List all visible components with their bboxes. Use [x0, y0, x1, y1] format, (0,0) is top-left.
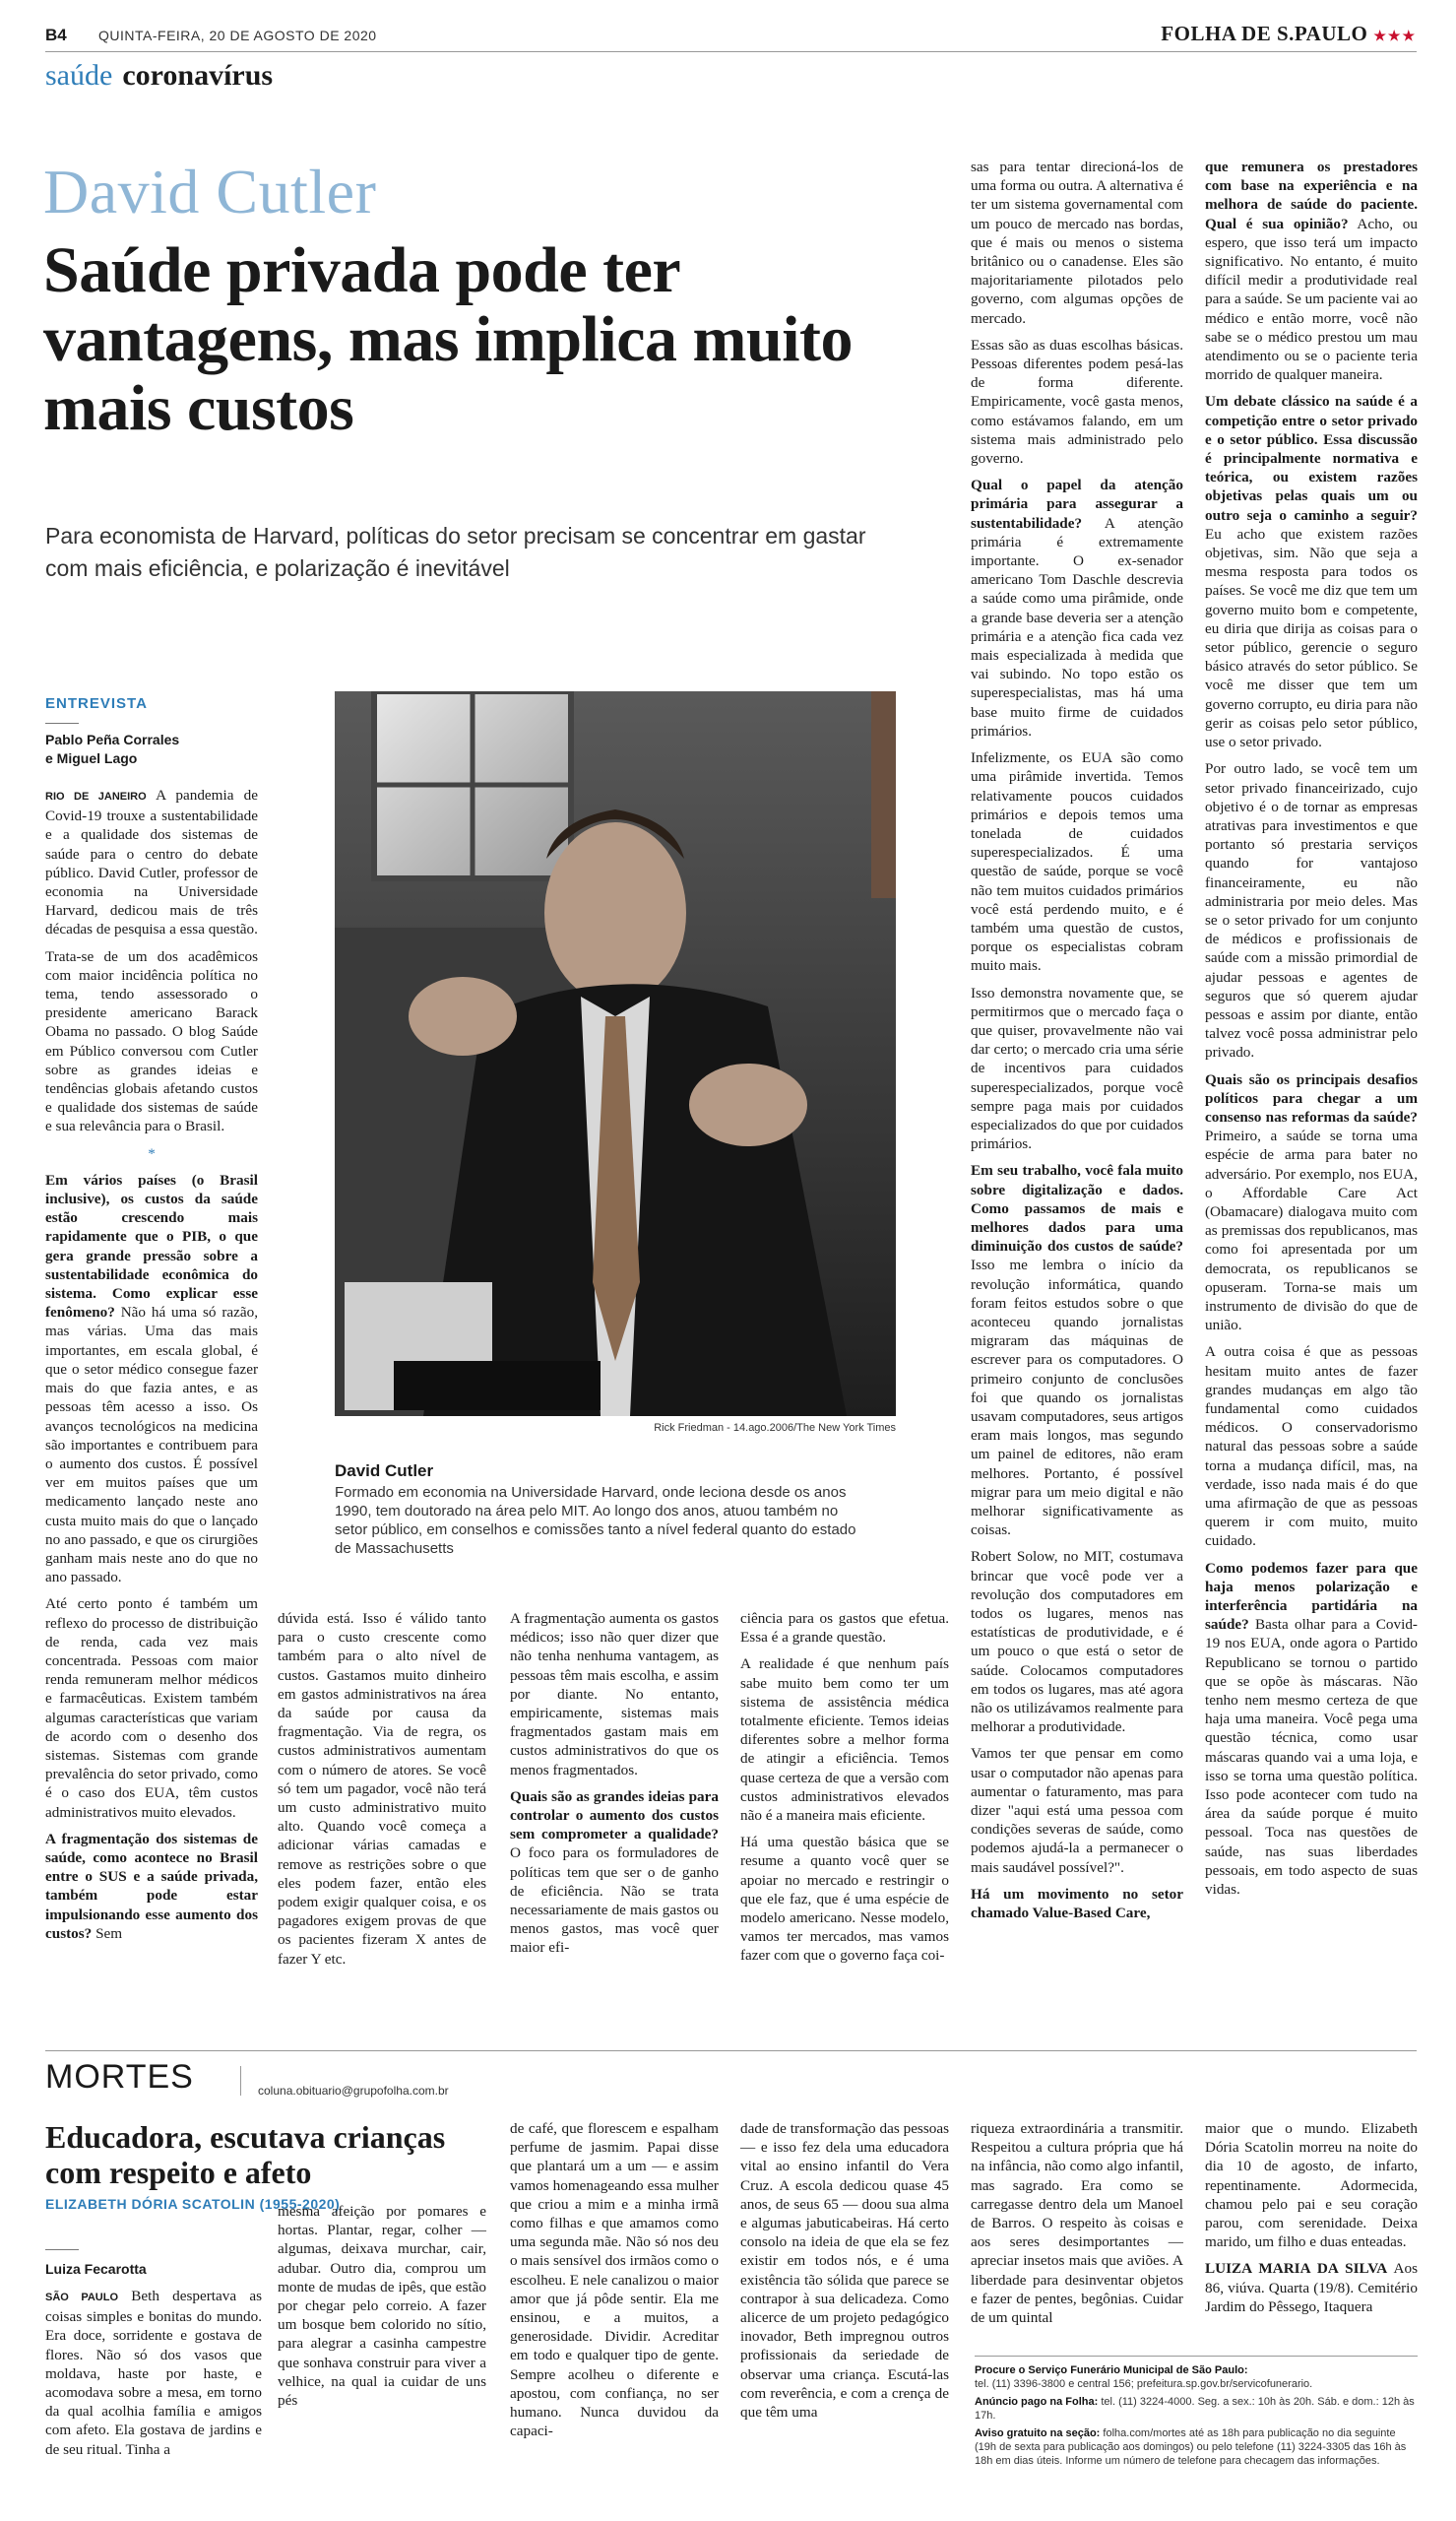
article-paragraph: Há uma questão básica que se resume a quanto você quer se apoiar no mercado e restringir o que ele faz, que é uma espécie de modelo americano. Nesse modelo, vamos ter mercados, mas vamos fazer com que o governo faça coi-	[740, 1834, 949, 1965]
article-column-6	[1205, 158, 1418, 1907]
article-paragraph: Vamos ter que pensar em como usar o computador não apenas para aumentar o faturamento, mas para dizer "aqui está uma pessoa com condições severas de saúde, como podemos ajudá-la a permanecer o mais saudável possível?".	[971, 1745, 1183, 1876]
interviewee-name: David Cutler	[43, 157, 377, 226]
article-paragraph: sas para tentar direcioná-los de uma forma ou outra. A alternativa é ter um sistema governamental com um pouco de mercado nas bordas, que é mais ou menos o sistema britânico ou o canadense. Eles são majoritariamente pilotados pelo governo, com algumas opções de mercado.	[971, 159, 1183, 327]
obituary-paragraph: dade de transformação das pessoas — e isso fez dela uma educadora vital ao ensino infantil do Vera Cruz. A escola dedicou quase 45 anos, de seus 65 — doou sua alma e algumas jabuticabeiras. Há certo consolo na ideia de que ela se fez existir em todos nós, e é uma existência tão sólida que parece se contrapor à sua delicadeza. Como alicerce de um projeto pedagógico inovador, Beth impregnou outros profissionais da seriedade de observar uma criança. Escutá-las com reverência, e com a crença de que têm uma	[740, 2120, 949, 2422]
obituary-byline: Luiza Fecarotta	[45, 2261, 147, 2277]
footer-rule	[975, 2356, 1418, 2357]
byline-author-1: Pablo Peña Corrales	[45, 732, 180, 747]
subsection-name: coronavírus	[122, 59, 274, 92]
photo-illustration	[335, 691, 896, 1416]
headline: Saúde privada pode ter vantagens, mas implica muito mais custos	[43, 234, 854, 444]
byline	[45, 731, 262, 768]
mortes-section-title: MORTES	[45, 2058, 194, 2096]
article-paragraph: Essas são as duas escolhas básicas. Pessoas diferentes podem pesá-las de forma diferente. Empiricamente, você gasta menos, como estávamos falando, em um sistema mais administrado pelo governo.	[971, 336, 1183, 468]
obituary-column-2	[278, 2202, 486, 2418]
mortes-divider	[240, 2066, 241, 2096]
obituary-headline: Educadora, escutava crianças com respeito e afeto	[45, 2119, 446, 2190]
funeral-info-box	[975, 2363, 1418, 2468]
dateline: SÃO PAULO	[45, 2292, 119, 2303]
article-column-4	[740, 1609, 949, 1973]
article-paragraph: Trata-se de um dos acadêmicos com maior incidência política no tema, tendo assessorado o presidente americano Barack Obama no passado. O blog Saúde em Público conversou com Cutler sobre as grandes ideias e tendências globais afetando custos e qualidade dos sistemas de saúde e sua relevância para o Brasil.	[45, 947, 258, 1135]
footer-text: folha.com/mortes até as 18h para publicação no dia seguinte (19h de sexta para publicação aos domingos) ou pelo telefone (11) 3224-3305 das 16h às 18h em dias úteis. Informe um número de telefone para checagem das informações.	[975, 2427, 1407, 2467]
obituary-column-5	[971, 2119, 1183, 2335]
header-rule	[45, 51, 1417, 52]
section-separator: *	[148, 1144, 156, 1162]
obituary-paragraph: riqueza extraordinária a transmitir. Respeitou a cultura própria que há na infância, não como algo infantil, mas sagrado. Era como se carregasse dentro dela um Manoel de Barros. O respeito às coisas e aos seres desimportantes — apreciar insetos mais que aviões. A liberdade para desinventar objetos e fazer de pentes, begônias. Cuidar de um quintal	[971, 2120, 1183, 2327]
deck: Para economista de Harvard, políticas do setor precisam se concentrar em gastar com mais eficiência, e polarização é inevitável	[45, 523, 866, 581]
byline-rule	[45, 723, 79, 724]
question: que remunera os prestadores com base na experiência e na melhora de saúde do paciente. Qual é sua opinião?	[1205, 159, 1418, 232]
mortes-rule	[45, 2050, 1417, 2051]
obituary-column-4	[740, 2119, 949, 2429]
obituary-byline-rule	[45, 2249, 79, 2250]
answer: Sem	[95, 1924, 123, 1942]
question: Há um movimento no setor chamado Value-Based Care,	[971, 1885, 1183, 1922]
footer-title: Aviso gratuito na seção:	[975, 2427, 1101, 2439]
obituary-subject: ELIZABETH DÓRIA SCATOLIN (1955-2020)	[45, 2196, 341, 2212]
article-paragraph: A fragmentação aumenta os gastos médicos; isso não quer dizer que não tenha nenhuma vantagem, as pessoas têm mais escolha, e assim por diante. No entanto, empiricamente, sistemas mais fragmentados gastam mais em custos administrativos do que os menos fragmentados.	[510, 1610, 719, 1778]
answer: Acho, ou espero, que isso terá um impacto significativo. No entanto, é muito difícil medir a produtividade real para a saúde. Se um paciente vai ao médico e então morre, você não sabe se o médico prestou um mau atendimento ou se o paciente teria morrido de qualquer maneira.	[1205, 215, 1418, 384]
article-column-3	[510, 1609, 719, 1966]
answer: Isso me lembra o início da revolução informática, quando foram feitos estudos sobre o que aconteceu quando jornalistas migraram das máquinas de escrever para os computadores. O primeiro conjunto de conclusões foi que quando os jornalistas usavam computadores, seus artigos eram mais longos, mas segundo um painel de editores, não eram melhores. Portanto, é possível migrar para um meio digital e não melhorar significativamente as coisas.	[971, 1257, 1183, 1539]
caption-text: Formado em economia na Universidade Harvard, onde leciona desde os anos 1990, tem doutorado na área pelo MIT. Ao longo dos anos, atuou também no setor público, em conselhos e comissões tanto a nível federal quanto do estado de Massachusetts	[335, 1484, 856, 1557]
newspaper-logo	[1161, 22, 1417, 46]
death-notice-text: Aos 86, viúva. Quarta (19/8). Cemitério Jardim do Pêssego, Itaquera	[1205, 2260, 1418, 2315]
kicker: ENTREVISTA	[45, 695, 148, 712]
article-column-2	[278, 1609, 486, 1976]
article-paragraph: Por outro lado, se você tem um setor privado financeirizado, cujo objetivo é o de tornar as empresas atrativas para investimentos e que portanto só prestaria serviços quando for vantajoso financeiramente, eu não administraria por meio deles. Mas se o setor privado for um conjunto de médicos e profissionais de saúde com a missão primordial de ajudar pessoas e agentes de seguros que só querem ajudar pessoas e assim por diante, então talvez você possa administrar pelo privado.	[1205, 760, 1418, 1062]
question: Um debate clássico na saúde é a competição entre o setor privado e o setor público. Essa discussão é principalmente normativa e teórica, ou existem razões objetivas pelas quais um ou outro seja o caminho a seguir?	[1205, 393, 1418, 524]
byline-author-2: e Miguel Lago	[45, 750, 138, 766]
question: Quais são as grandes ideias para controlar o aumento dos custos sem comprometer a qualidade?	[510, 1787, 719, 1843]
question: Como podemos fazer para que haja menos polarização e interferência partidária na saúde?	[1205, 1559, 1418, 1634]
article-paragraph: Robert Solow, no MIT, costumava brincar que você pode ver a revolução dos computadores em todos os lugares, menos nas estatísticas de produtividade, e é um pouco o que está o setor de saúde. Colocamos computadores em todos os lugares, mas até agora não os utilizávamos realmente para melhorar a produtividade.	[971, 1548, 1183, 1736]
answer: Primeiro, a saúde se torna uma espécie de arma para bater no adversário. Por exemplo, nos EUA, o Affordable Care Act (Obamacare) dialogava muito com as premissas dos republicanos, mas como foi apresentada por um democrata, os republicanos se opuseram. Torna-se mais um instrumento de divisão do que de união.	[1205, 1128, 1418, 1334]
answer: Basta olhar para a Covid-19 nos EUA, onde agora o Partido Republicano se tornou o partido que se opõe às máscaras. Não tenho nem mesmo certeza de que haja uma maneira. Você pega uma questão técnica, como usar máscaras quando vai a uma loja, e isso se torna uma questão política. Isso pode acontecer com tudo na área da saúde porque é muito pessoal. Toca nas questões de saúde, nas suas liberdades pessoais, em todo aspecto de suas vidas.	[1205, 1616, 1418, 1899]
section-name: saúde	[45, 59, 113, 92]
obituary-paragraph: maior que o mundo. Elizabeth Dória Scatolin morreu na noite do dia 10 de agosto, de infarto, repentinamente. Adormecida, chamou pelo pai e seu coração parou, com serenidade. Deixa marido, um filho e duas enteadas.	[1205, 2120, 1418, 2251]
dateline: RIO DE JANEIRO	[45, 791, 147, 803]
obituary-paragraph: mesma afeição por pomares e hortas. Plantar, regar, colher — algumas, deixava murchar, cair, adubar. Outro dia, comprou um monte de mudas de ipês, que estão por chegar pelo correio. A fazer um bosque bem colorido no sítio, para alegrar a casinha campestre que sonhava construir para viver a velhice, na qual ia cuidar de uns pés	[278, 2203, 486, 2410]
obituary-column-3	[510, 2119, 719, 2448]
article-paragraph: A realidade é que nenhum país sabe muito bem como ter um sistema de assistência médica totalmente eficiente. Temos ideias diferentes sobre a melhor forma de atingir a eficiência. Temos quase certeza de que a versão com custos administrativos elevados não é a maneira mais eficiente.	[740, 1655, 949, 1825]
article-paragraph: Isso demonstra novamente que, se permitirmos que o mercado faça o que quiser, provavelmente não vai dar certo; o mercado cria uma série de incentivos para cuidados superespecializados, porque você sempre paga mais por cuidados especializados do que por cuidados primários.	[971, 984, 1183, 1153]
answer: Não há uma só razão, mas várias. Uma das mais importantes, em escala global, é que o setor médico consegue fazer mais do que fazia antes, e as pessoas têm acesso a isso. Os avanços tecnológicos na medicina são importantes e contribuem para o aumento dos custos. É possível ver em muitos países que um medicamento lançado neste ano custa muito mais do que o lançado no ano passado, e que os cirurgiões ganham mais neste ano do que no ano passado.	[45, 1304, 259, 1586]
caption-title: David Cutler	[335, 1461, 434, 1480]
lead-paragraph: A pandemia de Covid-19 trouxe a sustentabilidade e a qualidade dos sistemas de saúde para o centro do debate público. David Cutler, professor de economia na Universidade Harvard, dedicou mais de três décadas de pesquisa a essa questão.	[45, 787, 258, 938]
footer-text: tel. (11) 3396-3800 e central 156; prefeitura.sp.gov.br/servicofunerario.	[975, 2378, 1313, 2390]
article-column-5	[971, 158, 1183, 1930]
footer-text: tel. (11) 3224-4000. Seg. a sex.: 10h às 20h. Sáb. e dom.: 12h às 17h.	[975, 2396, 1415, 2422]
answer: O foco para os formuladores de políticas tem que ser o de ganho de eficiência. Não se trata necessariamente de mais gastos ou menos gastos, mas você quer maior efi-	[510, 1844, 719, 1957]
article-paragraph: ciência para os gastos que efetua. Essa é a grande questão.	[740, 1610, 949, 1647]
question: Em seu trabalho, você fala muito sobre digitalização e dados. Como passamos de mais e melhores dados para uma diminuição dos custos de saúde?	[971, 1162, 1183, 1256]
logo-stars: ★★★	[1373, 30, 1417, 44]
logo-text: FOLHA DE S.PAULO	[1161, 22, 1368, 45]
page-number: B4	[45, 26, 67, 44]
question: Em vários países (o Brasil inclusive), os custos da saúde estão crescendo mais rapidamente que o PIB, o que gera grande pressão sobre a sustentabilidade econômica do sistema. Como explicar esse fenômeno?	[45, 1171, 258, 1322]
portrait-photo	[335, 691, 896, 1416]
footer-title: Procure o Serviço Funerário Municipal de São Paulo:	[975, 2364, 1248, 2376]
article-paragraph: Até certo ponto é também um reflexo do processo de distribuição de renda, cada vez mais concentrada. Pessoas com maior renda remuneram melhor médicos e farmacêuticas. Existem também algumas características que variam de acordo com o desenho dos sistemas. Sistemas com grande prevalência do setor privado, como é o caso dos EUA, têm custos administrativos muito elevados.	[45, 1595, 258, 1821]
obituary-paragraph: de café, que florescem e espalham perfume de jasmim. Papai disse que plantará um a um — e assim vamos homenageando essa mulher que criou a mim e a minha irmã como filhas e que amamos como uma segunda mãe. Não só nos deu o mais sensível dos irmãos como o escolheu. E nele canalizou o maior amor que já pôde sentir. Ela me ensinou, e a muitos, a generosidade. Dividir. Acreditar em todo e qualquer tipo de gente. Sempre acolheu o diferente e apostou, com confiança, no ser humano. Nunca duvidou da capaci-	[510, 2120, 719, 2440]
answer: Eu acho que existem razões objetivas, sim. Não que seja a mesma resposta para todos os países. Se você me diz que tem um governo muito bom e competente, eu diria que dirija as coisas para o setor público, gerencie o seguro básico através do setor público. Se você me disser que tem um governo corrupto, eu diria para não gerir as coisas pelo setor público, use o setor privado.	[1205, 525, 1418, 751]
answer: A atenção primária é extremamente importante. O ex-senador americano Tom Daschle descrevia a saúde como uma pirâmide, onde a grande base deveria ser a atenção primária e a atenção fica cada vez mais especializada à medida que vai subindo. No topo estão os superespecialistas, mas há uma base muito firme de cuidados primários.	[971, 514, 1183, 740]
issue-date: QUINTA-FEIRA, 20 DE AGOSTO DE 2020	[98, 28, 377, 43]
question: Qual o papel da atenção primária para assegurar a sustentabilidade?	[971, 477, 1183, 532]
article-paragraph: dúvida está. Isso é válido tanto para o custo crescente como também para o alto nível de custos. Gastamos muito dinheiro em gastos administrativos na área da saúde por causa da fragmentação. Via de regra, os custos administrativos aumentam com o número de atores. Se você só tem um pagador, você não terá um custo administrativo muito alto. Quando você começa a adicionar várias camadas e remove as restrições sobre o que eles podem fazer, então eles podem exigir qualquer coisa, e os pagadores exigem provas de que os pacientes fizeram X antes de fazer Y etc.	[278, 1610, 486, 1968]
obituary-column-6	[1205, 2119, 1418, 2324]
death-notice-name: LUIZA MARIA DA SILVA	[1205, 2260, 1388, 2278]
obituary-column-1	[45, 2287, 262, 2467]
question: Quais são os principais desafios políticos para chegar a um consenso nas reformas da saúde?	[1205, 1070, 1418, 1126]
article-paragraph: A outra coisa é que as pessoas hesitam muito antes de fazer grandes mudanças em algo tão fundamental como cuidados médicos. O conservadorismo natural das pessoas sobre a saúde torna a mudança difícil, mas, na verdade, isso nada mais é do que uma afirmação de que as pessoas querem ir com muito, muito cuidado.	[1205, 1343, 1418, 1550]
question: A fragmentação dos sistemas de saúde, como acontece no Brasil entre o SUS e a saúde privada, também pode estar impulsionando esse aumento dos custos?	[45, 1830, 258, 1942]
obituary-paragraph: Beth despertava as coisas simples e bonitas do mundo. Era doce, sorridente e gostava de flores. Não só dos vasos que moldava, haste por haste, e acomodava sobre a mesa, em torno da qual acolhia família e amigos com afeto. Ela gostava de jardins e de seu ritual. Tinha a	[45, 2288, 262, 2458]
section-label	[45, 59, 273, 93]
article-paragraph: Infelizmente, os EUA são como uma pirâmide invertida. Temos relativamente poucos cuidados primários e depois temos uma tonelada de cuidados superespecializados. É uma questão de saúde, porque se você não tem muitos cuidados primários você está perdendo muito, e é também uma questão de custos, porque os especialistas cobram muito mais.	[971, 749, 1183, 975]
article-column-1	[45, 786, 258, 1951]
obituary-email[interactable]: coluna.obituario@grupofolha.com.br	[258, 2084, 449, 2098]
photo-credit: Rick Friedman - 14.ago.2006/The New York Times	[654, 1422, 896, 1434]
footer-title: Anúncio pago na Folha:	[975, 2396, 1099, 2408]
